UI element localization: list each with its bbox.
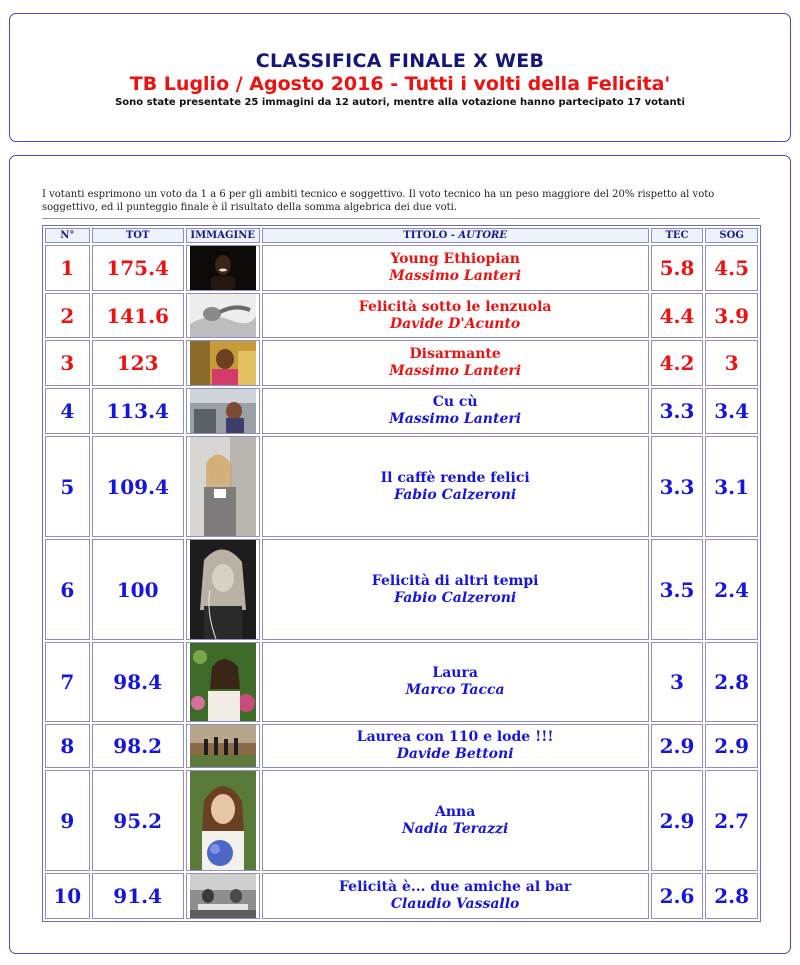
photo-author: Massimo Lanteri (389, 363, 522, 379)
table-row (45, 293, 758, 338)
sog-score: 2.4 (705, 539, 758, 640)
sog-score: 2.9 (705, 724, 758, 768)
table-header-row (45, 228, 758, 243)
photo-thumbnail[interactable] (190, 771, 256, 870)
title-cell (262, 873, 649, 919)
tec-score: 3.3 (651, 388, 704, 434)
total-score: 113.4 (92, 388, 184, 434)
image-cell (186, 388, 260, 434)
photo-author: Claudio Vassallo (390, 896, 520, 912)
total-score: 175.4 (92, 245, 184, 291)
tec-score: 3 (651, 642, 704, 722)
page-title: CLASSIFICA FINALE X WEB (255, 50, 545, 72)
table-row (45, 388, 758, 434)
image-cell (186, 436, 260, 537)
sog-score: 3.9 (705, 293, 758, 338)
tec-score: 4.2 (651, 340, 704, 386)
sog-score: 2.8 (705, 873, 758, 919)
total-score: 123 (92, 340, 184, 386)
image-cell (186, 340, 260, 386)
photo-title: Felicità di altri tempi (371, 572, 539, 589)
sog-score: 2.7 (705, 770, 758, 871)
photo-title: Felicità è... due amiche al bar (338, 879, 572, 895)
photo-thumbnail[interactable] (190, 246, 256, 290)
col-header-total: TOT (92, 228, 184, 243)
col-header-number: N° (45, 228, 90, 243)
rank-number: 3 (45, 340, 90, 386)
sog-score: 3.4 (705, 388, 758, 434)
rank-number: 7 (45, 642, 90, 722)
image-cell (186, 642, 260, 722)
rank-number: 6 (45, 539, 90, 640)
photo-author: Marco Tacca (405, 682, 505, 698)
rank-number: 4 (45, 388, 90, 434)
rank-number: 1 (45, 245, 90, 291)
ranking-table (42, 225, 761, 922)
sog-score: 4.5 (705, 245, 758, 291)
table-row (45, 539, 758, 640)
photo-author: Nadia Terazzi (401, 820, 509, 837)
title-cell (262, 770, 649, 871)
title-cell (262, 539, 649, 640)
col-header-sog: SOG (705, 228, 758, 243)
table-row (45, 770, 758, 871)
total-score: 141.6 (92, 293, 184, 338)
table-row (45, 642, 758, 722)
divider (42, 218, 760, 219)
tec-score: 3.3 (651, 436, 704, 537)
photo-author: Fabio Calzeroni (394, 589, 517, 606)
image-cell (186, 293, 260, 338)
rank-number: 10 (45, 873, 90, 919)
table-row (45, 724, 758, 768)
title-cell (262, 340, 649, 386)
rank-number: 8 (45, 724, 90, 768)
table-row (45, 873, 758, 919)
image-cell (186, 724, 260, 768)
rank-number: 2 (45, 293, 90, 338)
col-header-title-label: TITOLO - (403, 230, 459, 241)
total-score: 91.4 (92, 873, 184, 919)
col-header-author-label: AUTORE (458, 230, 507, 241)
title-cell (262, 724, 649, 768)
rank-number: 5 (45, 436, 90, 537)
image-cell (186, 539, 260, 640)
photo-title: Disarmante (409, 346, 501, 362)
image-cell (186, 770, 260, 871)
title-cell (262, 436, 649, 537)
sog-score: 3 (705, 340, 758, 386)
photo-thumbnail[interactable] (190, 341, 256, 385)
photo-author: Massimo Lanteri (389, 411, 522, 427)
voting-explanation: I votanti esprimono un voto da 1 a 6 per gli ambiti tecnico e soggettivo. Il voto tecnico ha un peso maggiore del 20% rispetto al voto soggettivo, ed il punteggio finale è il risultato della somma algebrica dei due voti. (42, 189, 715, 213)
tec-score: 3.5 (651, 539, 704, 640)
tec-score: 2.9 (651, 724, 704, 768)
total-score: 98.4 (92, 642, 184, 722)
title-cell (262, 293, 649, 338)
tec-score: 2.6 (651, 873, 704, 919)
photo-title: Young Ethiopian (390, 251, 520, 267)
rank-number: 9 (45, 770, 90, 871)
tec-score: 5.8 (651, 245, 704, 291)
tec-score: 2.9 (651, 770, 704, 871)
photo-title: Anna (435, 803, 476, 820)
results-panel (9, 155, 791, 954)
photo-title: Felicità sotto le lenzuola (358, 298, 552, 315)
total-score: 100 (92, 539, 184, 640)
image-cell (186, 245, 260, 291)
table-row (45, 245, 758, 291)
photo-title: Laurea con 110 e lode !!! (356, 729, 554, 745)
contest-summary: Sono state presentate 25 immagini da 12 autori, mentre alla votazione hanno partecipato 17 votanti (115, 97, 685, 108)
photo-author: Fabio Calzeroni (394, 486, 517, 503)
title-cell (262, 388, 649, 434)
col-header-title (262, 228, 649, 243)
table-row (45, 340, 758, 386)
photo-thumbnail[interactable] (190, 389, 256, 433)
photo-thumbnail[interactable] (190, 294, 256, 337)
title-cell (262, 642, 649, 722)
photo-thumbnail[interactable] (190, 540, 256, 639)
photo-title: Cu cù (432, 394, 478, 410)
photo-author: Davide Bettoni (396, 746, 514, 762)
contest-title: TB Luglio / Agosto 2016 - Tutti i volti della Felicita' (129, 73, 671, 95)
photo-thumbnail[interactable] (190, 437, 256, 536)
photo-title: Laura (432, 665, 478, 681)
sog-score: 2.8 (705, 642, 758, 722)
image-cell (186, 873, 260, 919)
tec-score: 4.4 (651, 293, 704, 338)
total-score: 98.2 (92, 724, 184, 768)
total-score: 109.4 (92, 436, 184, 537)
total-score: 95.2 (92, 770, 184, 871)
photo-thumbnail[interactable] (190, 874, 256, 918)
photo-author: Davide D'Acunto (390, 315, 521, 332)
header-panel (9, 13, 791, 142)
photo-thumbnail[interactable] (190, 643, 256, 721)
photo-thumbnail[interactable] (190, 725, 256, 767)
photo-author: Massimo Lanteri (389, 268, 522, 284)
table-row (45, 436, 758, 537)
col-header-tec: TEC (651, 228, 704, 243)
sog-score: 3.1 (705, 436, 758, 537)
col-header-image: IMMAGINE (186, 228, 260, 243)
title-cell (262, 245, 649, 291)
photo-title: Il caffè rende felici (380, 469, 530, 486)
